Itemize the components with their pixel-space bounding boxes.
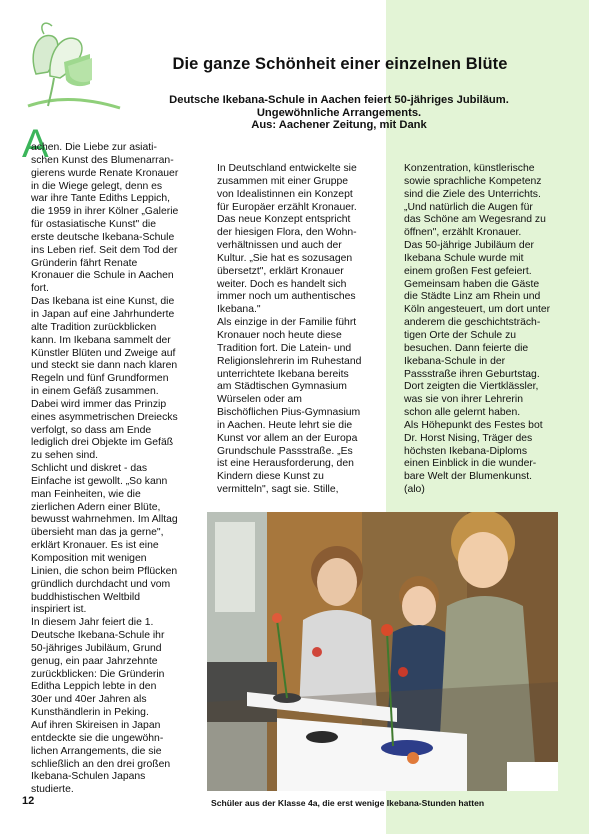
article-title: Die ganze Schönheit einer einzelnen Blüte: [172, 55, 508, 73]
text-line: Ikebana-Schulen Japans: [31, 771, 146, 783]
text-line: 30er und 40er Jahren als: [31, 694, 147, 706]
text-line: eines asymmetrischen Dreiecks: [31, 411, 178, 423]
text-line: zusammen mit einer Gruppe: [217, 175, 349, 187]
text-line: unterrichtete Ikebana bereits: [217, 368, 349, 380]
photo-caption: Schüler aus der Klasse 4a, die erst wenige Ikebana-Stunden hatten: [211, 798, 485, 808]
text-line: man Feinheiten, wie die: [31, 488, 141, 500]
text-line: Konzentration, künstlerische: [404, 163, 535, 174]
text-line: Dabei wird immer das Prinzip: [31, 398, 167, 410]
text-line: das Schöne am Wegesrand zu: [404, 214, 546, 226]
article-subtitle: [150, 94, 528, 132]
text-line: in einem Gefäß zusammen.: [31, 386, 159, 398]
text-line: sowie sprachliche Kompetenz: [404, 175, 542, 187]
text-line: In diesem Jahr feiert die 1.: [31, 617, 154, 629]
text-line: einen Einblick in die wunder-: [404, 458, 537, 470]
text-line: Regeln und fünf Grundformen: [31, 373, 169, 385]
text-line: Religionslehrerin im Ruhestand: [217, 355, 362, 367]
subtitle-line: Ungewöhnliche Arrangements.: [256, 106, 422, 119]
text-line: weiter. Doch es handelt sich: [217, 278, 347, 290]
text-line: (alo): [404, 484, 425, 496]
text-line: ist eine Herausforderung, den: [217, 458, 354, 470]
text-line: in Japan auf eine Jahrhunderte: [31, 308, 175, 320]
text-line: Kultur. „Sie hat es sozusagen: [217, 252, 353, 264]
text-line: die 1959 in ihrer Kölner „Galerie: [31, 206, 179, 218]
text-line: erklärt Kronauer. Es ist eine: [31, 540, 159, 552]
subtitle-line: Aus: Aachener Zeitung, mit Dank: [251, 119, 427, 132]
text-line: fort.: [31, 283, 49, 295]
text-line: buddhistischen Weltbild: [31, 591, 140, 603]
text-line: Editha Leppich lebte in den: [31, 681, 157, 693]
text-line: schließlich an den drei großen: [31, 758, 171, 770]
text-line: Grundschule Passstraße. „Es: [217, 445, 353, 457]
text-line: Kunst vor allem an der Europa: [217, 432, 358, 444]
text-line: achen. Die Liebe zur asiati-: [31, 142, 157, 153]
text-line: Deutsche Ikebana-Schule ihr: [31, 630, 165, 642]
text-line: Künstler Blüten und Zweige auf: [31, 347, 176, 359]
text-line: tigen Orte der Schule zu: [404, 329, 517, 341]
text-line: lediglich drei Objekte im Gefäß: [31, 437, 174, 449]
text-line: für Europäer erzählt Kronauer.: [217, 201, 357, 213]
text-line: In Deutschland entwickelte sie: [217, 163, 357, 174]
text-line: in Aachen. Heute lehrt sie die: [217, 419, 353, 431]
text-line: gierens wurde Renate Kronauer: [31, 167, 179, 179]
text-line: Bischöflichen Pius-Gymnasium: [217, 407, 361, 419]
text-line: Das 50-jährige Jubiläum der: [404, 240, 534, 252]
text-line: Dr. Horst Nising, Träger des: [404, 432, 533, 444]
text-line: erste deutsche Ikebana-Schule: [31, 231, 175, 243]
text-line: kann. Im Ikebana sammelt der: [31, 334, 171, 346]
text-column-3: [404, 163, 576, 497]
text-line: inspiriert ist.: [31, 604, 87, 616]
text-line: Gemeinsam haben die Gäste: [404, 278, 540, 290]
text-line: studierte.: [31, 784, 74, 796]
text-line: „Und natürlich die Augen für: [404, 201, 533, 213]
text-line: zierlichen Adern einer Blüte,: [31, 501, 161, 513]
text-line: öffnen", erzählt Kronauer.: [404, 227, 522, 239]
text-line: schon alle gelernt haben.: [404, 407, 521, 419]
text-line: bare Welt der Blumenkunst.: [404, 471, 533, 483]
text-line: Köln angesteuert, um dort unter: [404, 304, 551, 316]
text-line: ins Leben rief. Seit dem Tod der: [31, 244, 178, 256]
text-column-2: [217, 163, 387, 497]
text-line: in die Wiege gelegt, denn es: [31, 180, 163, 192]
ikebana-class-photo: [207, 512, 558, 791]
text-line: verfolgt, so dass am Ende: [31, 424, 152, 436]
text-line: Ikebana.": [217, 304, 261, 316]
text-line: vermitteln", sagt sie. Stille,: [217, 484, 339, 496]
text-line: entdeckte sie die ungewöhn-: [31, 732, 164, 744]
text-line: der hiesigen Flora, den Wohn-: [217, 227, 357, 239]
text-line: von Idealistinnen ein Konzept: [217, 188, 353, 200]
text-column-1: [31, 142, 201, 797]
flower-logo-icon: [8, 14, 128, 134]
text-line: Komposition mit wenigen: [31, 553, 147, 564]
text-line: Kronauer noch heute diese: [217, 329, 342, 341]
text-line: was sie von ihrer Lehrerin: [404, 394, 523, 406]
text-line: schen Kunst des Blumenarran-: [31, 154, 174, 166]
text-line: übersieht man das ja gerne",: [31, 527, 164, 539]
text-line: und steckt sie dann nach klaren: [31, 360, 178, 372]
text-line: anderem die geschichtsträch-: [404, 317, 541, 329]
text-line: Kunsthändlerin in Peking.: [31, 707, 149, 719]
text-line: sind die Ziele des Unterrichts.: [404, 188, 541, 200]
text-line: Dort zeigten die Viertklässler,: [404, 381, 539, 393]
text-line: Kronauer die Schule in Aachen: [31, 270, 174, 282]
text-line: bewusst wahrnehmen. Im Alltag: [31, 514, 178, 526]
subtitle-line: Deutsche Ikebana-Schule in Aachen feiert 50-jähriges Jubiläum.: [169, 94, 509, 106]
text-line: Als einzige in der Familie führt: [217, 317, 357, 329]
text-line: Ikebana Schule wurde mit: [404, 252, 524, 264]
text-line: am Städtischen Gymnasium: [217, 381, 347, 393]
text-line: Passstraße ihren Geburtstag.: [404, 368, 540, 380]
text-line: lichen Arrangements, die sie: [31, 745, 162, 757]
text-line: 50-jähriges Jubiläum, Grund: [31, 642, 162, 654]
text-line: besuchen. Dann feierte die: [404, 342, 529, 354]
text-line: Würselen oder am: [217, 394, 302, 406]
text-line: Ikebana-Schule in der: [404, 355, 506, 367]
text-line: Linien, die schon beim Pflücken: [31, 565, 178, 577]
drop-cap: A: [22, 122, 49, 166]
text-line: gründlich durchdacht und vom: [31, 578, 171, 590]
text-line: zu sehen sind.: [31, 450, 99, 462]
text-line: zurückblicken: Die Gründerin: [31, 668, 165, 680]
text-line: verhältnissen und auch der: [217, 240, 342, 252]
text-line: höchsten Ikebana-Diploms: [404, 445, 528, 457]
text-line: Kindern diese Kunst zu: [217, 471, 324, 483]
text-line: Einfache ist gewollt. „So kann: [31, 475, 168, 487]
text-line: die Städte Linz am Rhein und: [404, 291, 541, 303]
text-line: Auf ihren Skireisen in Japan: [31, 719, 161, 731]
page-number: 12: [22, 795, 35, 807]
text-line: war ihre Tante Ediths Leppich,: [31, 193, 171, 205]
text-line: Gründerin fährt Renate: [31, 257, 138, 269]
text-line: Das Ikebana ist eine Kunst, die: [31, 296, 175, 308]
text-line: Schlicht und diskret - das: [31, 463, 148, 475]
text-line: genug, ein paar Jahrzehnte: [31, 655, 158, 667]
text-line: alte Tradition zurückblicken: [31, 321, 157, 333]
text-line: für ostasiatische Kunst" die: [31, 219, 156, 231]
text-line: Tradition fort. Die Latein- und: [217, 342, 352, 354]
text-line: Als Höhepunkt des Festes bot: [404, 419, 543, 431]
text-line: Das neue Konzept entspricht: [217, 214, 351, 226]
text-line: übersetzt", erklärt Kronauer: [217, 265, 344, 277]
text-line: einem großen Fest gefeiert.: [404, 265, 532, 277]
text-line: immer noch um authentisches: [217, 291, 356, 303]
